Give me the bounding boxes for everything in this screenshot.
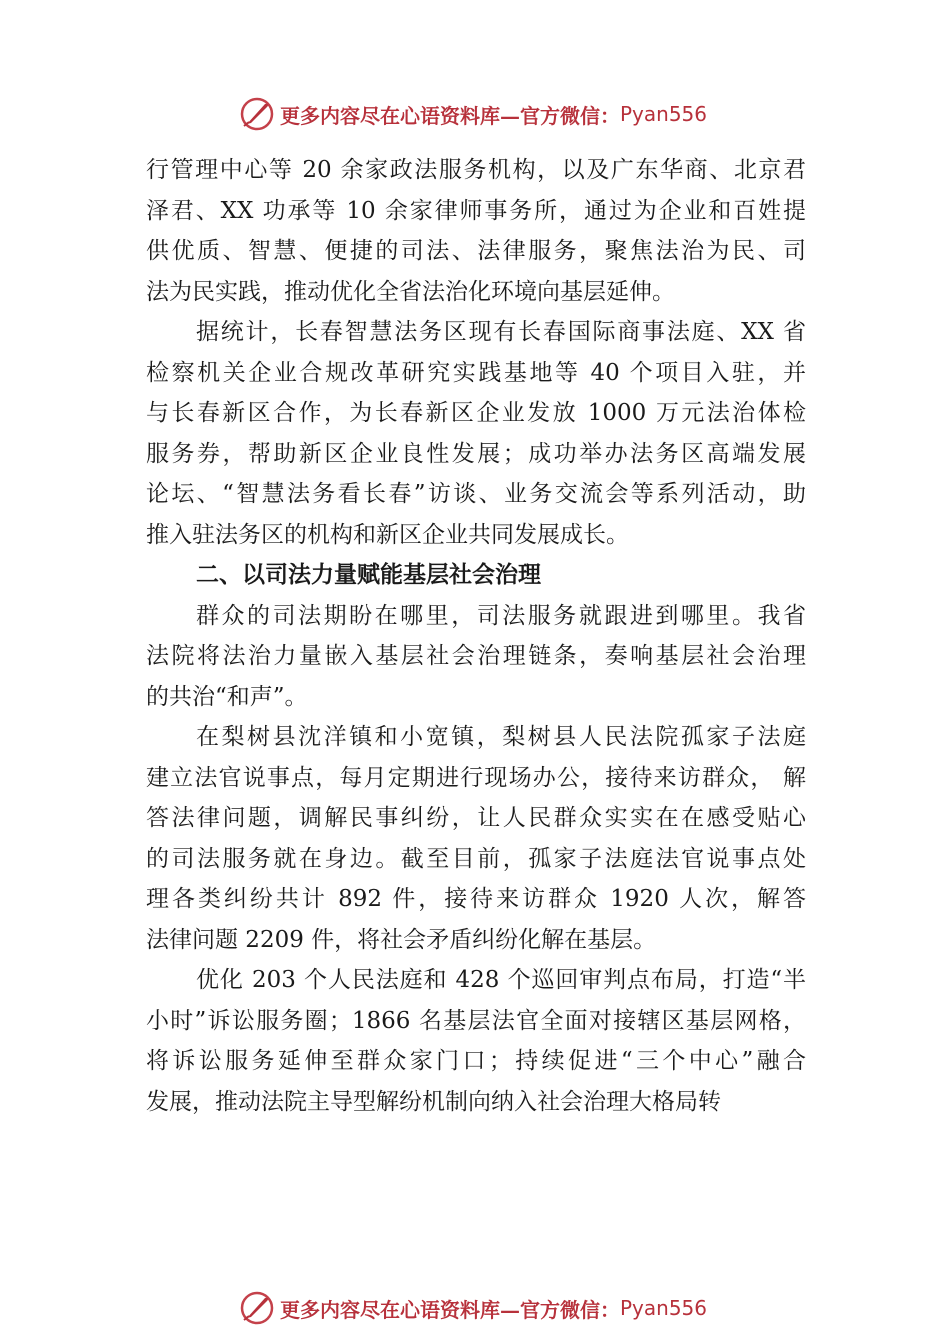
text-line: 法律问题 2209 件，将社会矛盾纠纷化解在基层。 <box>146 926 657 953</box>
banner-wechat-id: Pyan556 <box>620 102 708 126</box>
banner-slogan: 更多内容尽在心语资料库—官方微信： <box>280 1297 620 1322</box>
text-line: 与长春新区合作，为长春新区企业发放 1000 万元法治体检 <box>146 400 806 426</box>
text-line: 建立法官说事点，每月定期进行现场办公，接待来访群众， 解 <box>146 764 806 791</box>
text-line: 法为民实践，推动优化全省法治化环境向基层延伸。 <box>146 278 675 305</box>
banner-wechat-id: Pyan556 <box>620 1296 708 1320</box>
text-line: 行管理中心等 20 余家政法服务机构，以及广东华商、北京君 <box>146 157 806 183</box>
text-line: 答法律问题，调解民事纠纷，让人民群众实实在在感受贴心 <box>146 805 806 831</box>
section-heading <box>146 555 806 596</box>
text-line: 小时”诉讼服务圈；1866 名基层法官全面对接辖区基层网格， <box>146 1007 806 1034</box>
text-line: 据统计，长春智慧法务区现有长春国际商事法庭、XX 省 <box>196 319 806 345</box>
paragraph <box>146 717 806 960</box>
text-line: 优化 203 个人民法庭和 428 个巡回审判点布局，打造“半 <box>196 967 806 993</box>
paragraph <box>146 960 806 1122</box>
text-line: 群众的司法期盼在哪里，司法服务就跟进到哪里。我省 <box>196 602 806 629</box>
text-line: 供优质、智慧、便捷的司法、法律服务，聚焦法治为民、司 <box>146 238 806 264</box>
quill-seal-icon <box>238 95 276 133</box>
paragraph <box>146 150 806 312</box>
header-banner <box>238 94 707 134</box>
text-line: 将诉讼服务延伸至群众家门口；持续促进“三个中心”融合 <box>146 1048 806 1074</box>
document-body <box>146 150 806 1122</box>
text-line: 的共治“和声”。 <box>146 683 308 710</box>
text-line: 在梨树县沈洋镇和小宽镇，梨树县人民法院孤家子法庭 <box>196 724 806 750</box>
text-line: 法院将法治力量嵌入基层社会治理链条，奏响基层社会治理 <box>146 643 806 669</box>
paragraph <box>146 596 806 718</box>
quill-seal-icon <box>238 1289 276 1327</box>
text-line: 推入驻法务区的机构和新区企业共同发展成长。 <box>146 521 629 548</box>
footer-banner <box>238 1288 707 1328</box>
text-line: 论坛、“智慧法务看长春”访谈、业务交流会等系列活动，助 <box>146 481 806 507</box>
paragraph <box>146 312 806 555</box>
text-line: 检察机关企业合规改革研究实践基地等 40 个项目入驻，并 <box>146 359 806 386</box>
text-line: 发展，推动法院主导型解纷机制向纳入社会治理大格局转 <box>146 1088 721 1115</box>
text-line: 服务券，帮助新区企业良性发展；成功举办法务区高端发展 <box>146 440 806 467</box>
text-line: 泽君、XX 功承等 10 余家律师事务所，通过为企业和百姓提 <box>146 197 806 224</box>
heading-text: 二、以司法力量赋能基层社会治理 <box>196 562 541 588</box>
text-line: 的司法服务就在身边。截至目前，孤家子法庭法官说事点处 <box>146 845 806 872</box>
banner-slogan: 更多内容尽在心语资料库—官方微信： <box>280 103 620 128</box>
text-line: 理各类纠纷共计 892 件，接待来访群众 1920 人次，解答 <box>146 886 806 912</box>
